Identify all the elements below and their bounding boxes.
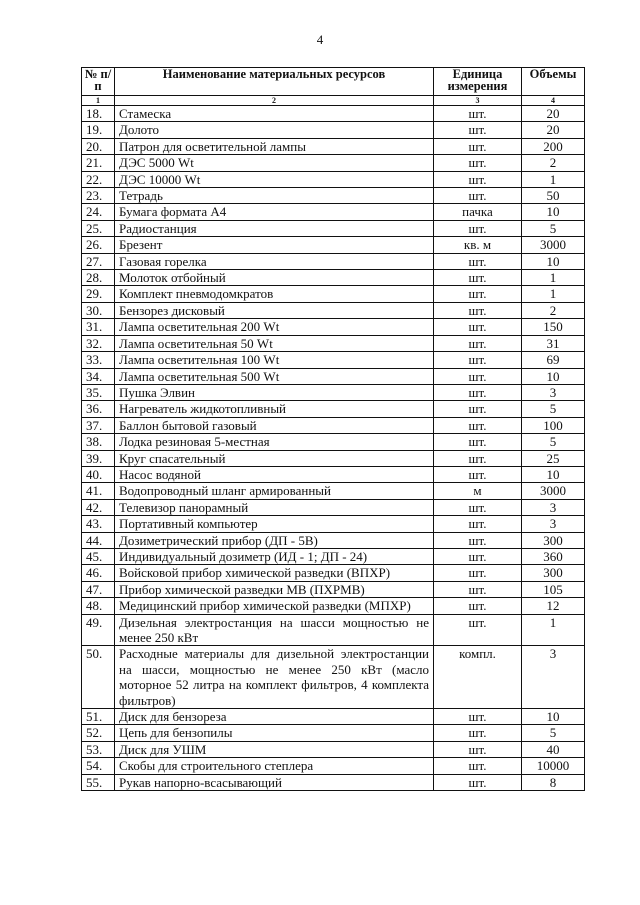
table-row bbox=[82, 138, 585, 154]
unit-of-measure: шт. bbox=[434, 565, 522, 581]
volume-value: 10 bbox=[522, 709, 585, 725]
volume-value: 2 bbox=[522, 302, 585, 318]
table-body bbox=[82, 106, 585, 791]
table-row bbox=[82, 155, 585, 171]
volume-value: 200 bbox=[522, 138, 585, 154]
table-row bbox=[82, 171, 585, 187]
row-number: 43. bbox=[82, 516, 115, 532]
volume-value: 3 bbox=[522, 499, 585, 515]
resource-name: Водопроводный шланг армированный bbox=[115, 483, 434, 499]
resource-name: Тетрадь bbox=[115, 188, 434, 204]
resource-name: ДЭС 10000 Wt bbox=[115, 171, 434, 187]
table-row bbox=[82, 516, 585, 532]
resource-name: Брезент bbox=[115, 237, 434, 253]
table-row bbox=[82, 774, 585, 790]
volume-value: 10 bbox=[522, 204, 585, 220]
resource-name: Скобы для строительного степлера bbox=[115, 758, 434, 774]
unit-of-measure: шт. bbox=[434, 516, 522, 532]
volume-value: 300 bbox=[522, 532, 585, 548]
unit-of-measure: шт. bbox=[434, 368, 522, 384]
table-row bbox=[82, 532, 585, 548]
resource-name: Прибор химической разведки МВ (ПХРМВ) bbox=[115, 581, 434, 597]
volume-value: 360 bbox=[522, 548, 585, 564]
unit-of-measure: шт. bbox=[434, 774, 522, 790]
unit-of-measure: шт. bbox=[434, 725, 522, 741]
volume-value: 1 bbox=[522, 171, 585, 187]
table-row bbox=[82, 188, 585, 204]
row-number: 32. bbox=[82, 335, 115, 351]
volume-value: 5 bbox=[522, 434, 585, 450]
unit-of-measure: компл. bbox=[434, 646, 522, 709]
row-number: 40. bbox=[82, 466, 115, 482]
table-row bbox=[82, 302, 585, 318]
table-row bbox=[82, 646, 585, 709]
resource-name: Бумага формата А4 bbox=[115, 204, 434, 220]
volume-value: 3 bbox=[522, 384, 585, 400]
row-number: 38. bbox=[82, 434, 115, 450]
table-header-row bbox=[82, 68, 585, 96]
table-row bbox=[82, 548, 585, 564]
volume-value: 69 bbox=[522, 352, 585, 368]
resource-name: Лампа осветительная 200 Wt bbox=[115, 319, 434, 335]
table-row bbox=[82, 741, 585, 757]
unit-of-measure: шт. bbox=[434, 384, 522, 400]
row-number: 46. bbox=[82, 565, 115, 581]
volume-value: 20 bbox=[522, 106, 585, 122]
row-number: 29. bbox=[82, 286, 115, 302]
volume-value: 10 bbox=[522, 368, 585, 384]
unit-of-measure: шт. bbox=[434, 532, 522, 548]
table-row bbox=[82, 335, 585, 351]
table-row bbox=[82, 352, 585, 368]
resource-name: Комплект пневмодомкратов bbox=[115, 286, 434, 302]
row-number: 34. bbox=[82, 368, 115, 384]
row-number: 55. bbox=[82, 774, 115, 790]
row-number: 26. bbox=[82, 237, 115, 253]
unit-of-measure: шт. bbox=[434, 302, 522, 318]
resource-name: Дизельная электростанция на шасси мощностью не менее 250 кВт bbox=[115, 614, 434, 646]
volume-value: 105 bbox=[522, 581, 585, 597]
row-number: 31. bbox=[82, 319, 115, 335]
row-number: 45. bbox=[82, 548, 115, 564]
volume-value: 50 bbox=[522, 188, 585, 204]
unit-of-measure: шт. bbox=[434, 417, 522, 433]
volume-value: 150 bbox=[522, 319, 585, 335]
row-number: 41. bbox=[82, 483, 115, 499]
unit-of-measure: м bbox=[434, 483, 522, 499]
volume-value: 20 bbox=[522, 122, 585, 138]
header-name: Наименование материальных ресурсов bbox=[115, 68, 434, 96]
volume-value: 10000 bbox=[522, 758, 585, 774]
volume-value: 10 bbox=[522, 253, 585, 269]
resource-name: Стамеска bbox=[115, 106, 434, 122]
unit-of-measure: шт. bbox=[434, 499, 522, 515]
row-number: 42. bbox=[82, 499, 115, 515]
unit-of-measure: шт. bbox=[434, 548, 522, 564]
row-number: 23. bbox=[82, 188, 115, 204]
table-row bbox=[82, 483, 585, 499]
resource-name: Медицинский прибор химической разведки (МПХР) bbox=[115, 598, 434, 614]
volume-value: 100 bbox=[522, 417, 585, 433]
resource-name: Патрон для осветительной лампы bbox=[115, 138, 434, 154]
volume-value: 1 bbox=[522, 270, 585, 286]
resource-name: Круг спасательный bbox=[115, 450, 434, 466]
volume-value: 3000 bbox=[522, 483, 585, 499]
resource-name: Пушка Элвин bbox=[115, 384, 434, 400]
row-number: 52. bbox=[82, 725, 115, 741]
column-number: 3 bbox=[434, 96, 522, 106]
table-row bbox=[82, 368, 585, 384]
header-num: № п/п bbox=[82, 68, 115, 96]
table-row bbox=[82, 614, 585, 646]
unit-of-measure: шт. bbox=[434, 709, 522, 725]
volume-value: 5 bbox=[522, 725, 585, 741]
unit-of-measure: кв. м bbox=[434, 237, 522, 253]
resource-name: Бензорез дисковый bbox=[115, 302, 434, 318]
row-number: 47. bbox=[82, 581, 115, 597]
table-row bbox=[82, 253, 585, 269]
resource-name: Портативный компьютер bbox=[115, 516, 434, 532]
resource-name: Рукав напорно-всасывающий bbox=[115, 774, 434, 790]
unit-of-measure: шт. bbox=[434, 253, 522, 269]
resource-name: Диск для бензореза bbox=[115, 709, 434, 725]
unit-of-measure: шт. bbox=[434, 286, 522, 302]
row-number: 48. bbox=[82, 598, 115, 614]
table-row bbox=[82, 237, 585, 253]
row-number: 24. bbox=[82, 204, 115, 220]
resource-name: Радиостанция bbox=[115, 220, 434, 236]
row-number: 49. bbox=[82, 614, 115, 646]
table-row bbox=[82, 581, 585, 597]
resource-name: Лампа осветительная 500 Wt bbox=[115, 368, 434, 384]
volume-value: 1 bbox=[522, 286, 585, 302]
column-number-row bbox=[82, 96, 585, 106]
header-unit: Единица измерения bbox=[434, 68, 522, 96]
unit-of-measure: шт. bbox=[434, 122, 522, 138]
row-number: 37. bbox=[82, 417, 115, 433]
volume-value: 3000 bbox=[522, 237, 585, 253]
table-row bbox=[82, 319, 585, 335]
unit-of-measure: шт. bbox=[434, 758, 522, 774]
resource-name: Расходные материалы для дизельной электростанции на шасси, мощностью не менее 250 кВт (масло моторное 52 литра на комплект фильтров, 4 комплекта фильтров) bbox=[115, 646, 434, 709]
volume-value: 300 bbox=[522, 565, 585, 581]
table-row bbox=[82, 417, 585, 433]
row-number: 53. bbox=[82, 741, 115, 757]
resource-name: Баллон бытовой газовый bbox=[115, 417, 434, 433]
table-row bbox=[82, 384, 585, 400]
unit-of-measure: шт. bbox=[434, 434, 522, 450]
resource-name: Дозиметрический прибор (ДП - 5В) bbox=[115, 532, 434, 548]
column-number: 2 bbox=[115, 96, 434, 106]
unit-of-measure: шт. bbox=[434, 401, 522, 417]
volume-value: 5 bbox=[522, 220, 585, 236]
volume-value: 10 bbox=[522, 466, 585, 482]
resource-name: Лодка резиновая 5-местная bbox=[115, 434, 434, 450]
resource-name: Лампа осветительная 100 Wt bbox=[115, 352, 434, 368]
unit-of-measure: шт. bbox=[434, 188, 522, 204]
table-row bbox=[82, 204, 585, 220]
table-row bbox=[82, 450, 585, 466]
volume-value: 31 bbox=[522, 335, 585, 351]
resource-name: Телевизор панорамный bbox=[115, 499, 434, 515]
table-row bbox=[82, 466, 585, 482]
unit-of-measure: шт. bbox=[434, 106, 522, 122]
volume-value: 25 bbox=[522, 450, 585, 466]
unit-of-measure: шт. bbox=[434, 220, 522, 236]
row-number: 28. bbox=[82, 270, 115, 286]
resources-table bbox=[81, 67, 585, 791]
volume-value: 5 bbox=[522, 401, 585, 417]
unit-of-measure: шт. bbox=[434, 741, 522, 757]
column-number: 1 bbox=[82, 96, 115, 106]
volume-value: 40 bbox=[522, 741, 585, 757]
unit-of-measure: шт. bbox=[434, 352, 522, 368]
header-volume: Объемы bbox=[522, 68, 585, 96]
resource-name: Диск для УШМ bbox=[115, 741, 434, 757]
row-number: 25. bbox=[82, 220, 115, 236]
unit-of-measure: шт. bbox=[434, 335, 522, 351]
unit-of-measure: шт. bbox=[434, 171, 522, 187]
table-row bbox=[82, 401, 585, 417]
row-number: 44. bbox=[82, 532, 115, 548]
resource-name: Нагреватель жидкотопливный bbox=[115, 401, 434, 417]
row-number: 18. bbox=[82, 106, 115, 122]
table-row bbox=[82, 106, 585, 122]
row-number: 27. bbox=[82, 253, 115, 269]
row-number: 22. bbox=[82, 171, 115, 187]
unit-of-measure: шт. bbox=[434, 450, 522, 466]
row-number: 33. bbox=[82, 352, 115, 368]
table-row bbox=[82, 122, 585, 138]
unit-of-measure: шт. bbox=[434, 466, 522, 482]
table-row bbox=[82, 270, 585, 286]
volume-value: 3 bbox=[522, 646, 585, 709]
table-row bbox=[82, 725, 585, 741]
resource-name: Цепь для бензопилы bbox=[115, 725, 434, 741]
resource-name: Долото bbox=[115, 122, 434, 138]
volume-value: 1 bbox=[522, 614, 585, 646]
volume-value: 12 bbox=[522, 598, 585, 614]
resource-name: Молоток отбойный bbox=[115, 270, 434, 286]
table-row bbox=[82, 565, 585, 581]
row-number: 39. bbox=[82, 450, 115, 466]
row-number: 54. bbox=[82, 758, 115, 774]
table-row bbox=[82, 709, 585, 725]
unit-of-measure: шт. bbox=[434, 581, 522, 597]
unit-of-measure: шт. bbox=[434, 614, 522, 646]
column-number: 4 bbox=[522, 96, 585, 106]
row-number: 30. bbox=[82, 302, 115, 318]
row-number: 19. bbox=[82, 122, 115, 138]
resource-name: Насос водяной bbox=[115, 466, 434, 482]
row-number: 36. bbox=[82, 401, 115, 417]
table-row bbox=[82, 758, 585, 774]
table-row bbox=[82, 434, 585, 450]
table-row bbox=[82, 286, 585, 302]
row-number: 35. bbox=[82, 384, 115, 400]
resource-name: ДЭС 5000 Wt bbox=[115, 155, 434, 171]
unit-of-measure: шт. bbox=[434, 598, 522, 614]
resource-name: Войсковой прибор химической разведки (ВПХР) bbox=[115, 565, 434, 581]
resource-name: Индивидуальный дозиметр (ИД - 1; ДП - 24) bbox=[115, 548, 434, 564]
resource-name: Лампа осветительная 50 Wt bbox=[115, 335, 434, 351]
page-number: 4 bbox=[316, 32, 324, 47]
volume-value: 3 bbox=[522, 516, 585, 532]
unit-of-measure: шт. bbox=[434, 138, 522, 154]
volume-value: 2 bbox=[522, 155, 585, 171]
row-number: 21. bbox=[82, 155, 115, 171]
unit-of-measure: шт. bbox=[434, 270, 522, 286]
unit-of-measure: шт. bbox=[434, 155, 522, 171]
volume-value: 8 bbox=[522, 774, 585, 790]
table-row bbox=[82, 598, 585, 614]
row-number: 20. bbox=[82, 138, 115, 154]
row-number: 50. bbox=[82, 646, 115, 709]
table-row bbox=[82, 220, 585, 236]
unit-of-measure: пачка bbox=[434, 204, 522, 220]
resource-name: Газовая горелка bbox=[115, 253, 434, 269]
unit-of-measure: шт. bbox=[434, 319, 522, 335]
row-number: 51. bbox=[82, 709, 115, 725]
table-row bbox=[82, 499, 585, 515]
